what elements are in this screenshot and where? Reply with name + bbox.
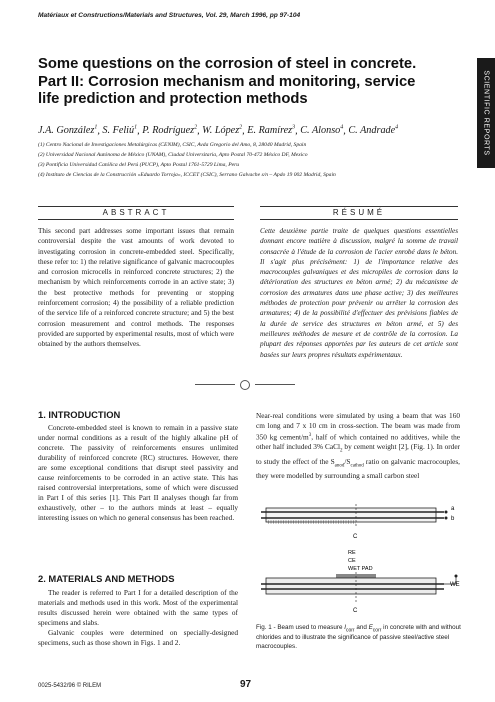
affiliation-line: (3) Pontificia Universidad Católica del Perú (PUCP), Apto Postal 1761-5729 Lima, Peru	[38, 162, 240, 168]
figure-beam-diagram	[256, 494, 466, 622]
journal-header: Matériaux et Constructions/Materials and Structures, Vol. 29, March 1996, pp 97-104	[38, 12, 301, 19]
section-divider-ornament	[195, 380, 295, 390]
resume-text: Cette deuxième partie traite de quelques questions essentielles donnant encore matière à discussion, malgré la somme de travail consacrée à l'étude de la corrosion de l'acier enrobé dans le béton. Il s'agit plus précisément: 1) de l'importance relative des macrocouples galvaniques et des micropiles de corrosion dans la détérioration des structures en béton armé; 2) du mécanisme de corrosion des armatures dans une phase active; 3) des meilleures méthodes de protection pour prévenir ou arrêter la corrosion des armatures; 4) de la possibilité d'effectuer des prévisions fiables de la durée de service des structures en béton armé, et 5) des meilleures méthodes de mesure et de contrôle de la corrosion. La plupart des réponses apportées par les auteurs de cet article sont basées sur leurs propres résultats expérimentaux.	[260, 227, 458, 359]
author-name: C. Andrade$^4$	[348, 125, 399, 137]
affiliation-line: (4) Instituto de Ciencias de la Construcción «Eduardo Torroja», ICCET (CSIC), Serrano Galvache s/n – Apdo 19 002 Madrid, Spain	[38, 172, 336, 178]
affiliation-line: (1) Centro Nacional de Investigaciones Metalúrgicas (CENIM), CSIC, Avda Gregorio del Amo, 8, 28040 Madrid, Spain	[38, 142, 307, 148]
label-b: b	[451, 516, 455, 522]
measurement-setup	[261, 550, 458, 604]
journal-volume: 29	[219, 12, 227, 19]
methods-heading: 2. MATERIALS AND METHODS	[38, 573, 175, 584]
author-name: P. Rodríguez$^2$	[142, 125, 198, 137]
author-name: C. Alonso$^4$	[300, 125, 344, 137]
abstract-text: This second part addresses some important issues that remain controversial despite the vast amounts of work devoted to investigating corrosion in concrete-embedded steel. Specifically, these refer to: 1) the relative significance of galvanic macrocouples and corrosion microcells in reinforced concrete structures; 2) the mechanism by which reinforcements corrode in an active state; 3) the best protective methods for preventing or stopping reinforcement corrosion; 4) the possibility of a reliable prediction of the service life of a reinforced concrete structure; and 5) the best corrosion measurement and control methods. The responses provided are supported by experimental results, most of which were obtained by the authors themselves.	[38, 227, 234, 349]
author-name: S. Feliú$^1$	[102, 125, 138, 137]
section-side-label: SCIENTIFIC REPORTS	[477, 58, 495, 168]
methods-text	[38, 588, 238, 648]
affiliations	[38, 140, 468, 180]
paper-title: Some questions on the corrosion of steel in concrete. Part II: Corrosion mechanism and monitoring, service life prediction and protection methods	[38, 56, 417, 107]
label-wetpad: WET PAD	[348, 566, 373, 572]
methods-paragraph-1: The reader is referred to Part I for a detailed description of the materials and methods used in this work. Most of the experimental results discussed herein were obtained with the same types of specimens and slabs.	[38, 588, 238, 627]
abstract-heading: ABSTRACT	[38, 206, 234, 220]
author-list: J.A. González$^1$, S. Feliú$^1$, P. Rodríguez$^2$, W. López$^2$, E. Ramírez$^3$, C. Alonso$^4$, C. Andrade$^4$	[38, 125, 399, 137]
label-re: RE	[348, 550, 356, 556]
affiliation-line: (2) Universidad Nacional Autónoma de México (UNAM), Ciudad Universitaria, Apto Postal 70-472 México DF, Mexico	[38, 152, 308, 158]
methods-paragraph-2: Galvanic couples were determined on specially-designed specimens, such as those shown in Figs. 1 and 2.	[38, 628, 238, 647]
resume-heading: RÉSUMÉ	[260, 206, 458, 220]
author-name: E. Ramírez$^3$	[247, 125, 296, 137]
author-name: W. López$^2$	[202, 125, 243, 137]
label-c-bottom: C	[353, 608, 358, 614]
author-name: J.A. González$^1$	[38, 125, 98, 137]
figure-caption: Fig. 1 - Beam used to measure $I_{corr}$ and $E_{corr}$ in concrete with and without chlorides and to illustrate the significance of passive steel/active steel macrocouples.	[256, 624, 461, 650]
label-c-top: C	[353, 534, 358, 540]
right-column-text: Near-real conditions were simulated by using a beam that was 160 cm long and 7 x 10 cm in cross-section. The beam was made from 350 kg cement/$m^3$, half of which contained no additives, while the other half included 3% CaCl$_2$ by cement weight [2], (Fig. 1). In order to study the effect of the $S_{anod}/S_{cathod}$ ratio on galvanic macrocouples, they were modelled by surrounding a small carbon steel	[256, 411, 460, 481]
intro-heading: 1. INTRODUCTION	[38, 409, 121, 420]
intro-text: Concrete-embedded steel is known to remain in a passive state under normal conditions as a result of the highly alkaline pH of concrete. The passivity of reinforcements ensures unlimited durability of reinforced concrete (RC) structures. However, there are some exceptional conditions that disrupt steel passivity and cause reinforcements to be corroded in an active state. This has raised controversial interpretations, some of which were discussed in Part I of this series [1]. This Part II analyses though far from exhaustively, other – to the authors minds at least – equally interesting issues on which no general consensus has been reached.	[38, 423, 238, 522]
label-we: WE	[450, 582, 460, 588]
label-ce: CE	[348, 558, 356, 564]
page-number: 97	[240, 679, 252, 690]
label-a: a	[451, 506, 455, 512]
top-beam	[261, 504, 448, 528]
issn-footer: 0025-5432/96 © RILEM	[38, 683, 102, 689]
